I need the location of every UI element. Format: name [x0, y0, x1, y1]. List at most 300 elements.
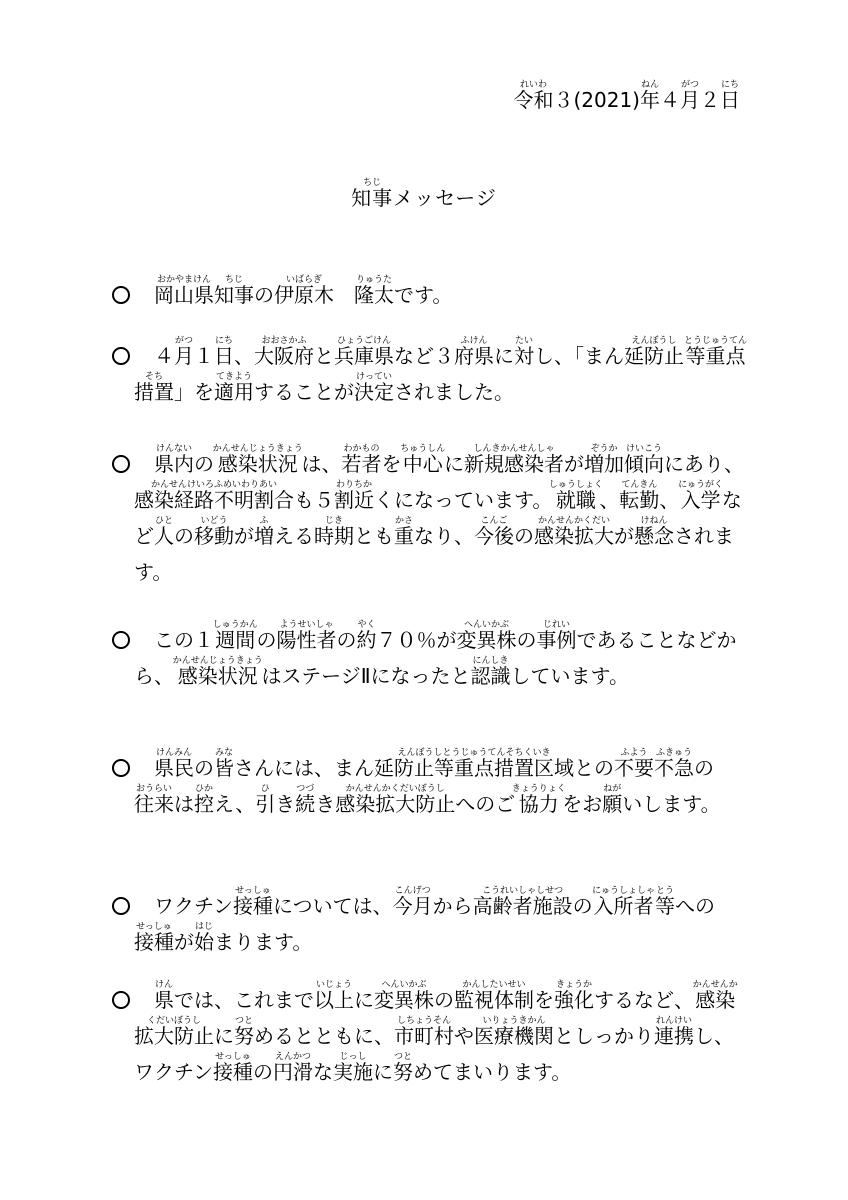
ruby-base: 県	[154, 988, 174, 1012]
ruby-reading: いどう	[194, 516, 234, 526]
ruby-reading: えんぼうし	[624, 336, 684, 346]
ruby-reading: ふきゅう	[654, 748, 694, 758]
furigana-word	[474, 1016, 554, 1048]
furigana-word	[234, 1016, 254, 1048]
ruby-reading: おおさかふ	[254, 336, 314, 346]
ruby-reading: こんげつ	[392, 886, 433, 896]
furigana-word	[720, 80, 740, 112]
ruby-base: 始	[194, 930, 214, 954]
ruby-base: 割近	[334, 488, 374, 512]
ruby-base: 知事	[214, 283, 254, 307]
text-run: としっかり	[554, 1024, 654, 1048]
text-run: や	[454, 1024, 474, 1048]
ruby-reading: がつ	[680, 80, 700, 90]
text-run: ２	[700, 88, 720, 112]
text-run: は、	[301, 452, 342, 476]
ruby-base: 引	[255, 792, 276, 816]
ruby-base: 人	[154, 524, 174, 548]
furigana-word	[393, 1052, 413, 1084]
text-run: することが	[254, 380, 354, 404]
ruby-reading: ひか	[194, 784, 214, 794]
furigana-word	[400, 444, 446, 476]
ruby-reading: えんぼうしとうじゅうてんそちくいき	[374, 748, 574, 758]
ruby-reading: ひょうごけん	[334, 336, 394, 346]
bullet-circle-icon	[112, 286, 130, 304]
text-run	[134, 988, 154, 1012]
ruby-base: 高齢者施設	[472, 894, 573, 918]
text-run: メッセージ	[393, 186, 497, 210]
ruby-base: 等	[654, 894, 675, 918]
text-run	[334, 283, 354, 307]
ruby-reading: ふけん	[454, 336, 494, 346]
text-run: など	[134, 488, 742, 548]
text-run: との	[574, 756, 614, 780]
ruby-reading: かんせんじょうきょう	[172, 656, 263, 666]
ruby-reading: にんしき	[470, 656, 511, 666]
ruby-base: 入学	[678, 488, 724, 512]
ruby-reading: えんかつ	[273, 1052, 313, 1062]
ruby-reading: つと	[393, 1052, 413, 1062]
text-run: える	[274, 524, 314, 548]
ruby-base: 事例	[536, 628, 577, 652]
furigana-word	[212, 444, 303, 476]
furigana-word	[684, 336, 748, 368]
furigana-word	[536, 620, 577, 652]
furigana-word	[174, 336, 194, 368]
text-run: めるとともに、	[254, 1024, 394, 1048]
furigana-word	[592, 886, 655, 918]
furigana-word	[334, 480, 374, 512]
ruby-reading: おうらい	[134, 784, 174, 794]
ruby-base: 中心	[400, 452, 446, 476]
bullet-circle-icon	[112, 455, 130, 473]
text-run: が	[234, 524, 254, 548]
furigana-word	[273, 1052, 313, 1084]
ruby-base: 以上	[314, 988, 354, 1012]
furigana-word	[295, 784, 316, 816]
ruby-base: 感染状況	[212, 452, 303, 476]
ruby-reading: いじょう	[314, 980, 354, 990]
furigana-word	[634, 516, 674, 548]
text-run: なり、	[414, 524, 474, 548]
ruby-reading: にゅうしょしゃ	[592, 886, 655, 896]
ruby-reading: つと	[234, 1016, 254, 1026]
ruby-base: 増	[254, 524, 274, 548]
bullet-circle-icon	[112, 991, 130, 1009]
text-run: です。	[394, 283, 453, 307]
text-run: き	[275, 792, 296, 816]
furigana-word	[341, 444, 382, 476]
text-run: に	[494, 344, 514, 368]
furigana-word	[214, 336, 234, 368]
text-run: をお	[562, 792, 603, 816]
furigana-word	[214, 275, 254, 307]
ruby-base: 県内	[154, 452, 194, 476]
ruby-base: 日	[720, 88, 740, 112]
text-run: の	[336, 628, 357, 652]
furigana-word	[314, 516, 354, 548]
text-run: き	[315, 792, 336, 816]
ruby-base: 円滑	[273, 1060, 313, 1084]
ruby-base: 措置	[134, 380, 174, 404]
ruby-base: 皆	[214, 756, 234, 780]
ruby-reading: わかもの	[341, 444, 382, 454]
ruby-reading: てきよう	[214, 372, 254, 382]
ruby-base: 接種	[134, 930, 174, 954]
text-run: し、ワクチン	[134, 1024, 734, 1084]
document-title	[0, 178, 848, 211]
ruby-reading: つづ	[295, 784, 316, 794]
ruby-reading: ようせいしゃ	[276, 620, 337, 630]
paragraph-7	[112, 980, 752, 1090]
text-run: の	[253, 1060, 273, 1084]
text-run: が	[174, 930, 194, 954]
ruby-reading: せっしゅ	[134, 922, 174, 932]
text-run: の	[194, 756, 214, 780]
ruby-reading: せっしゅ	[233, 886, 273, 896]
ruby-base: 伊原木	[274, 283, 334, 307]
ruby-base: 感染拡大防止	[335, 792, 456, 816]
furigana-word	[154, 516, 174, 548]
furigana-word	[640, 80, 660, 112]
ruby-reading: しんきかんせんしゃ	[464, 444, 564, 454]
ruby-base: 府県	[454, 344, 494, 368]
ruby-base: 兵庫県	[334, 344, 394, 368]
text-run: な	[313, 1060, 333, 1084]
ruby-reading: ねが	[602, 784, 623, 794]
text-run: が	[614, 524, 634, 548]
text-run: ４	[134, 344, 174, 368]
furigana-word	[534, 516, 614, 548]
ruby-base: 対	[514, 344, 534, 368]
text-run: へのご	[455, 792, 516, 816]
bullet-circle-icon	[112, 631, 130, 649]
ruby-reading: とうじゅうてん	[684, 336, 748, 346]
ruby-base: 適用	[214, 380, 254, 404]
text-run: 、	[234, 344, 254, 368]
ruby-base: 約	[356, 628, 377, 652]
ruby-reading: にち	[720, 80, 740, 90]
text-run: されます。	[134, 524, 734, 584]
ruby-reading: きょうりょく	[511, 784, 566, 794]
furigana-word	[154, 980, 174, 1012]
furigana-word	[394, 516, 414, 548]
furigana-word	[374, 748, 574, 780]
ruby-base: 移動	[194, 524, 234, 548]
ruby-reading: いりょうきかん	[474, 1016, 554, 1026]
furigana-word	[254, 516, 274, 548]
text-run: え、	[214, 792, 256, 816]
text-run: 、	[599, 488, 620, 512]
furigana-word	[154, 275, 214, 307]
ruby-reading: じっし	[333, 1052, 373, 1062]
ruby-base: 転勤	[619, 488, 660, 512]
paragraph-text	[134, 980, 752, 1090]
document-date	[513, 80, 740, 113]
ruby-reading: けん	[154, 980, 174, 990]
ruby-reading: ふよう	[614, 748, 654, 758]
ruby-reading: にゅうがく	[678, 480, 724, 490]
furigana-word	[255, 784, 276, 816]
furigana-word	[334, 336, 394, 368]
text-run: の	[572, 894, 593, 918]
furigana-word	[172, 656, 263, 688]
furigana-word	[214, 748, 234, 780]
ruby-reading: ぞうか	[584, 444, 624, 454]
ruby-reading: りゅうた	[354, 275, 394, 285]
ruby-base: 変異株	[456, 628, 517, 652]
ruby-reading: へんいかぶ	[374, 980, 434, 990]
ruby-reading: かんせんけいろふめいわりあい	[134, 480, 294, 490]
furigana-word	[134, 922, 174, 954]
ruby-base: 延防止	[624, 344, 684, 368]
ruby-reading: けいこう	[624, 444, 664, 454]
text-run: であることなどから、	[134, 628, 737, 688]
text-run: し、「まん	[534, 344, 624, 368]
furigana-word	[456, 620, 517, 652]
furigana-word	[454, 980, 534, 1012]
ruby-reading: そち	[134, 372, 174, 382]
furigana-word	[654, 1016, 694, 1048]
furigana-word	[254, 336, 314, 368]
text-run: の	[256, 628, 277, 652]
ruby-reading: がつ	[174, 336, 194, 346]
ruby-reading: じき	[314, 516, 354, 526]
text-run: の	[174, 524, 194, 548]
text-run: に	[373, 1060, 393, 1084]
paragraph-5	[112, 748, 752, 822]
text-run: は	[174, 792, 194, 816]
ruby-base: 感染拡大防止	[134, 988, 738, 1048]
furigana-word	[134, 480, 294, 512]
ruby-base: 協力	[511, 792, 566, 816]
text-run: 」を	[174, 380, 214, 404]
ruby-base: 大阪府	[254, 344, 314, 368]
furigana-word	[548, 480, 603, 512]
furigana-word	[624, 444, 664, 476]
ruby-base: 控	[194, 792, 214, 816]
ruby-base: 時期	[314, 524, 354, 548]
ruby-base: 年	[640, 88, 660, 112]
text-run: を	[381, 452, 402, 476]
text-run: の	[514, 524, 534, 548]
furigana-word	[514, 336, 534, 368]
text-run: に	[214, 1024, 234, 1048]
ruby-reading: けってい	[354, 372, 394, 382]
ruby-reading: へんいかぶ	[456, 620, 517, 630]
ruby-base: 往来	[134, 792, 174, 816]
ruby-base: 月	[174, 344, 194, 368]
ruby-reading: わりちか	[334, 480, 374, 490]
ruby-base: 決定	[354, 380, 394, 404]
ruby-base: 強化	[554, 988, 594, 1012]
ruby-base: 重	[394, 524, 414, 548]
ruby-base: 新規感染者	[464, 452, 564, 476]
paragraph-2	[112, 336, 752, 410]
furigana-word	[194, 784, 214, 816]
furigana-word	[680, 80, 700, 112]
ruby-base: 県民	[154, 756, 194, 780]
furigana-word	[511, 784, 566, 816]
ruby-base: 今後	[474, 524, 514, 548]
ruby-reading: たい	[514, 336, 534, 346]
furigana-word	[212, 620, 258, 652]
ruby-base: 感染経路不明割合	[134, 488, 294, 512]
ruby-base: 就職	[548, 488, 603, 512]
text-run: めてまいります。	[413, 1060, 572, 1084]
text-run	[134, 756, 154, 780]
text-run: ３(2021)	[553, 88, 640, 112]
text-run: とも	[354, 524, 394, 548]
furigana-word	[134, 784, 174, 816]
furigana-word	[274, 275, 334, 307]
text-run: など３	[394, 344, 454, 368]
ruby-reading: れんけい	[654, 1016, 694, 1026]
ruby-reading: てんきん	[619, 480, 660, 490]
furigana-word	[214, 372, 254, 404]
text-run: の	[516, 628, 537, 652]
text-run: ４	[660, 88, 680, 112]
ruby-reading: しちょうそん	[394, 1016, 454, 1026]
text-run: まります。	[214, 930, 313, 954]
text-run: ワクチン	[134, 894, 233, 918]
furigana-word	[602, 784, 623, 816]
ruby-reading: こうれいしゃしせつ	[472, 886, 573, 896]
paragraph-text	[134, 275, 752, 313]
furigana-word	[233, 886, 273, 918]
ruby-reading: せっしゅ	[213, 1052, 253, 1062]
ruby-reading: かさ	[394, 516, 414, 526]
ruby-base: 延防止等重点措置区域	[374, 756, 574, 780]
text-run: への	[674, 894, 715, 918]
text-run: については、	[273, 894, 393, 918]
ruby-base: 若者	[341, 452, 382, 476]
paragraph-text	[134, 336, 752, 410]
text-run: の	[194, 452, 214, 476]
ruby-base: 知事	[351, 186, 394, 210]
text-run: の	[694, 756, 714, 780]
ruby-base: 接種	[213, 1060, 253, 1084]
paragraph-text	[134, 886, 752, 960]
ruby-reading: かんせんかくだいぼうし	[134, 980, 738, 1026]
ruby-base: 等重点	[684, 344, 747, 368]
bullet-circle-icon	[112, 759, 130, 777]
ruby-base: 入所者	[592, 894, 655, 918]
text-run: から	[432, 894, 473, 918]
furigana-word	[333, 1052, 373, 1084]
ruby-reading: けんみん	[154, 748, 194, 758]
text-run: の	[434, 988, 454, 1012]
furigana-word	[454, 336, 494, 368]
text-run: この１	[134, 628, 214, 652]
ruby-base: 増加	[584, 452, 624, 476]
furigana-word	[392, 886, 433, 918]
furigana-word	[464, 444, 564, 476]
ruby-base: 連携	[654, 1024, 694, 1048]
paragraph-text	[134, 748, 752, 822]
text-run: ７０％が	[376, 628, 457, 652]
furigana-word	[394, 1016, 454, 1048]
furigana-word	[276, 620, 337, 652]
ruby-base: 実施	[333, 1060, 373, 1084]
text-run: くになっています。	[374, 488, 553, 512]
ruby-base: 監視体制	[454, 988, 534, 1012]
ruby-base: 認識	[470, 664, 511, 688]
text-run: に	[354, 988, 374, 1012]
text-run: はステージⅡになったと	[261, 664, 471, 688]
ruby-reading: こんご	[474, 516, 514, 526]
ruby-base: 隆太	[354, 283, 394, 307]
ruby-reading: ちじ	[351, 178, 394, 188]
ruby-reading: はじ	[194, 922, 214, 932]
text-run	[134, 283, 154, 307]
ruby-reading: おかやまけん	[154, 275, 214, 285]
furigana-word	[619, 480, 660, 512]
text-run: も５	[294, 488, 334, 512]
ruby-reading: かんせんかくだいぼうし	[335, 784, 456, 794]
ruby-reading: みな	[214, 748, 234, 758]
ruby-base: 月	[680, 88, 700, 112]
ruby-base: 傾向	[624, 452, 664, 476]
furigana-word	[154, 748, 194, 780]
text-run: の	[254, 283, 274, 307]
ruby-base: 続	[295, 792, 316, 816]
furigana-word	[654, 748, 694, 780]
furigana-word	[213, 1052, 253, 1084]
ruby-reading: ひと	[154, 516, 174, 526]
ruby-reading: ちゅうしん	[400, 444, 446, 454]
furigana-word	[614, 748, 654, 780]
ruby-reading: ひ	[255, 784, 276, 794]
paragraph-6	[112, 886, 752, 960]
text-run: を	[534, 988, 554, 1012]
ruby-base: 変異株	[374, 988, 434, 1012]
furigana-word	[624, 336, 684, 368]
furigana-word	[194, 516, 234, 548]
ruby-base: 陽性者	[276, 628, 337, 652]
ruby-base: 感染状況	[172, 664, 263, 688]
ruby-base: 願	[602, 792, 623, 816]
text-run: いします。	[622, 792, 721, 816]
ruby-reading: じれい	[536, 620, 577, 630]
ruby-base: 感染拡大	[534, 524, 614, 548]
text-run: さんには、まん	[234, 756, 374, 780]
ruby-base: 岡山県	[154, 283, 214, 307]
paragraph-text	[134, 620, 752, 694]
ruby-base: 市町村	[394, 1024, 454, 1048]
paragraph-1	[112, 275, 752, 313]
ruby-reading: しゅうかん	[212, 620, 258, 630]
ruby-reading: ちじ	[214, 275, 254, 285]
ruby-base: 懸念	[634, 524, 674, 548]
ruby-reading: きょうか	[554, 980, 594, 990]
paragraph-3	[112, 444, 752, 590]
text-run: 、	[659, 488, 680, 512]
bullet-circle-icon	[112, 347, 130, 365]
ruby-reading: けんない	[154, 444, 194, 454]
ruby-base: 努	[234, 1024, 254, 1048]
paragraph-text	[134, 444, 752, 590]
paragraph-4	[112, 620, 752, 694]
furigana-word	[351, 178, 394, 210]
bullet-circle-icon	[112, 897, 130, 915]
ruby-base: 不急	[654, 756, 694, 780]
furigana-word	[314, 980, 354, 1012]
ruby-reading: れいわ	[513, 80, 554, 90]
ruby-reading: やく	[356, 620, 377, 630]
text-run: しています。	[510, 664, 629, 688]
ruby-reading: けねん	[634, 516, 674, 526]
